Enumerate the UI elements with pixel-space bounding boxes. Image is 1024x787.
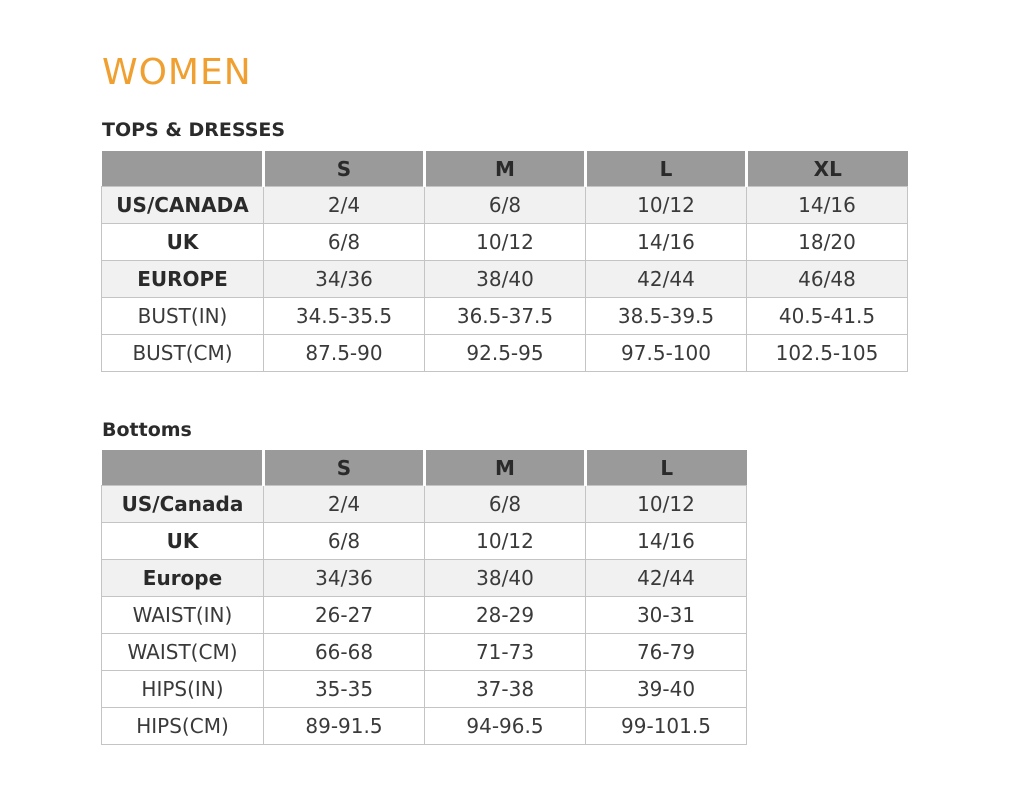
table-header-row xyxy=(102,450,747,486)
table-cell: 34/36 xyxy=(264,261,425,298)
row-label: UK xyxy=(102,224,264,261)
table-cell: 14/16 xyxy=(747,187,908,224)
table-cell: 42/44 xyxy=(586,560,747,597)
table-cell: 2/4 xyxy=(264,187,425,224)
table-cell: 87.5-90 xyxy=(264,335,425,372)
page-title: WOMEN xyxy=(102,52,252,93)
table-row xyxy=(102,486,747,523)
size-header-s: S xyxy=(264,450,425,486)
table-cell: 34/36 xyxy=(264,560,425,597)
table-header-row xyxy=(102,151,908,187)
row-label: US/Canada xyxy=(102,486,264,523)
table-cell: 99-101.5 xyxy=(586,708,747,745)
table-row xyxy=(102,224,908,261)
table-row xyxy=(102,671,747,708)
table-cell: 76-79 xyxy=(586,634,747,671)
table-cell: 40.5-41.5 xyxy=(747,298,908,335)
table-cell: 34.5-35.5 xyxy=(264,298,425,335)
table-cell: 36.5-37.5 xyxy=(425,298,586,335)
table-row xyxy=(102,261,908,298)
table-cell: 14/16 xyxy=(586,224,747,261)
table-cell: 37-38 xyxy=(425,671,586,708)
table-cell: 18/20 xyxy=(747,224,908,261)
row-label: US/CANADA xyxy=(102,187,264,224)
size-header-xl: XL xyxy=(747,151,908,187)
table-cell: 28-29 xyxy=(425,597,586,634)
table-cell: 97.5-100 xyxy=(586,335,747,372)
table-cell: 6/8 xyxy=(425,187,586,224)
table-cell: 35-35 xyxy=(264,671,425,708)
table-cell: 39-40 xyxy=(586,671,747,708)
table-row xyxy=(102,597,747,634)
table-cell: 38/40 xyxy=(425,560,586,597)
table-row xyxy=(102,523,747,560)
row-label: UK xyxy=(102,523,264,560)
bottoms-size-table xyxy=(101,450,747,745)
size-header-l: L xyxy=(586,151,747,187)
tops-dresses-heading: TOPS & DRESSES xyxy=(102,119,286,141)
row-label: WAIST(IN) xyxy=(102,597,264,634)
table-cell: 30-31 xyxy=(586,597,747,634)
table-cell: 92.5-95 xyxy=(425,335,586,372)
table-row xyxy=(102,187,908,224)
row-label: WAIST(CM) xyxy=(102,634,264,671)
table-cell: 14/16 xyxy=(586,523,747,560)
bottoms-heading: Bottoms xyxy=(102,419,192,441)
table-cell: 10/12 xyxy=(586,486,747,523)
header-corner-cell xyxy=(102,450,264,486)
tops-size-table xyxy=(101,151,908,372)
table-cell: 6/8 xyxy=(264,224,425,261)
size-header-l: L xyxy=(586,450,747,486)
table-row xyxy=(102,634,747,671)
table-cell: 10/12 xyxy=(586,187,747,224)
table-cell: 38/40 xyxy=(425,261,586,298)
table-row xyxy=(102,298,908,335)
table-cell: 89-91.5 xyxy=(264,708,425,745)
row-label: HIPS(IN) xyxy=(102,671,264,708)
size-header-m: M xyxy=(425,151,586,187)
header-corner-cell xyxy=(102,151,264,187)
table-cell: 42/44 xyxy=(586,261,747,298)
table-cell: 6/8 xyxy=(264,523,425,560)
row-label: BUST(CM) xyxy=(102,335,264,372)
table-cell: 26-27 xyxy=(264,597,425,634)
table-cell: 46/48 xyxy=(747,261,908,298)
table-row xyxy=(102,560,747,597)
table-row xyxy=(102,708,747,745)
table-row xyxy=(102,335,908,372)
table-cell: 6/8 xyxy=(425,486,586,523)
row-label: Europe xyxy=(102,560,264,597)
table-cell: 10/12 xyxy=(425,523,586,560)
table-cell: 94-96.5 xyxy=(425,708,586,745)
row-label: HIPS(CM) xyxy=(102,708,264,745)
table-cell: 2/4 xyxy=(264,486,425,523)
table-cell: 102.5-105 xyxy=(747,335,908,372)
row-label: BUST(IN) xyxy=(102,298,264,335)
table-cell: 71-73 xyxy=(425,634,586,671)
table-cell: 38.5-39.5 xyxy=(586,298,747,335)
table-cell: 10/12 xyxy=(425,224,586,261)
table-cell: 66-68 xyxy=(264,634,425,671)
size-header-s: S xyxy=(264,151,425,187)
row-label: EUROPE xyxy=(102,261,264,298)
size-header-m: M xyxy=(425,450,586,486)
